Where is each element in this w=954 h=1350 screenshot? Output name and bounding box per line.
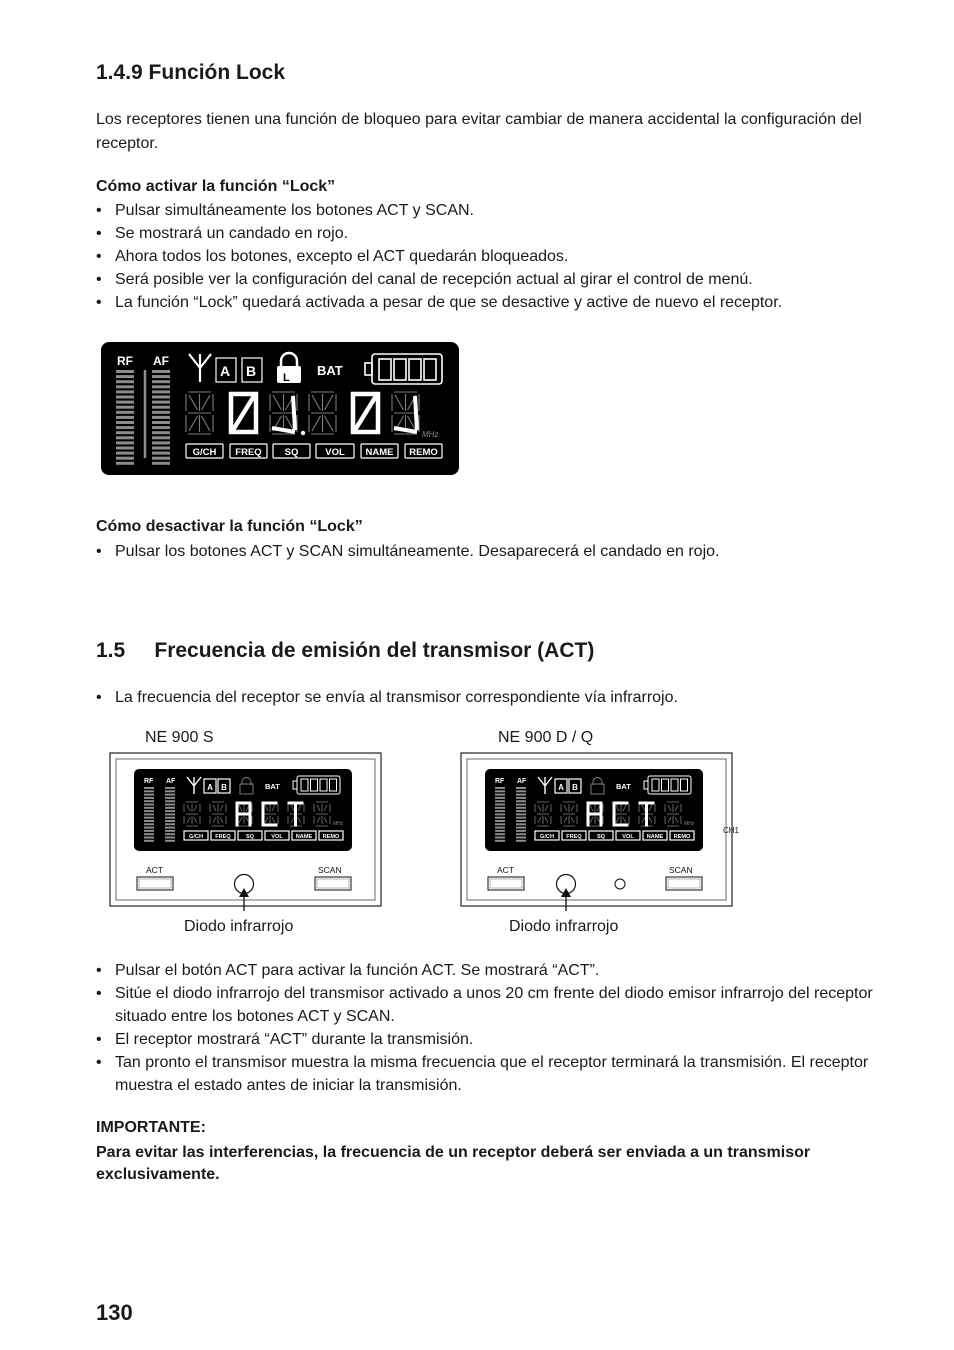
level-bar bbox=[144, 800, 154, 802]
section-title-lock: 1.4.9 Función Lock bbox=[96, 61, 286, 84]
level-bar bbox=[495, 833, 505, 835]
level-bar bbox=[116, 457, 134, 460]
level-bar bbox=[116, 370, 134, 373]
level-bar bbox=[516, 833, 526, 835]
level-bar bbox=[116, 385, 134, 388]
level-bar bbox=[165, 817, 175, 819]
list-item: • Sitúe el diodo infrarrojo del transmisor activado a unos 20 cm frente del diodo emisor infrarrojo del receptor situado entre los botones ACT y SCAN. bbox=[96, 982, 896, 1028]
level-bar bbox=[165, 827, 175, 829]
level-bar bbox=[116, 380, 134, 383]
level-bar bbox=[116, 401, 134, 404]
list-item: • La frecuencia del receptor se envía al transmisor correspondiente vía infrarrojo. bbox=[96, 686, 896, 709]
level-bar bbox=[144, 833, 154, 835]
svg-text:FREQ: FREQ bbox=[235, 447, 262, 458]
svg-text:A: A bbox=[207, 783, 213, 792]
svg-text:B: B bbox=[572, 783, 578, 792]
level-bar bbox=[516, 813, 526, 815]
list-item: • Pulsar los botones ACT y SCAN simultáneamente. Desaparecerá el candado en rojo. bbox=[96, 540, 896, 563]
level-bar bbox=[165, 833, 175, 835]
list-item: • Tan pronto el transmisor muestra la misma frecuencia que el receptor terminará la transmisión. El receptor muestra el estado antes de iniciar la transmisión. bbox=[96, 1051, 875, 1097]
svg-text:FREQ: FREQ bbox=[566, 834, 582, 840]
svg-text:G/CH: G/CH bbox=[540, 834, 554, 840]
level-bar bbox=[495, 790, 505, 792]
svg-text:G/CH: G/CH bbox=[192, 447, 217, 458]
level-bar bbox=[152, 375, 170, 378]
level-bar bbox=[116, 426, 134, 429]
level-bar bbox=[516, 787, 526, 789]
level-bar bbox=[165, 823, 175, 825]
level-bar bbox=[495, 837, 505, 839]
level-bar bbox=[516, 830, 526, 832]
lcd-button-freq bbox=[562, 831, 586, 840]
level-bar bbox=[495, 820, 505, 822]
device-left-label: NE 900 S bbox=[145, 729, 214, 746]
level-bar bbox=[116, 436, 134, 439]
lcd-display-act bbox=[485, 769, 703, 851]
level-bar bbox=[165, 800, 175, 802]
level-bar bbox=[144, 823, 154, 825]
level-bar bbox=[495, 797, 505, 799]
lcd-b-box bbox=[218, 779, 230, 793]
level-bar bbox=[152, 431, 170, 434]
level-bar bbox=[116, 431, 134, 434]
level-bar bbox=[495, 827, 505, 829]
lcd-button-freq bbox=[230, 444, 267, 458]
level-bar bbox=[116, 396, 134, 399]
act-intro-list bbox=[96, 686, 896, 709]
level-bar bbox=[152, 457, 170, 460]
svg-text:NAME: NAME bbox=[295, 834, 313, 840]
svg-text:SQ: SQ bbox=[284, 447, 299, 458]
level-bar bbox=[495, 823, 505, 825]
list-item: • La función “Lock” quedará activada a pesar de que se desactive y active de nuevo el receptor. bbox=[96, 291, 896, 314]
level-bar bbox=[516, 817, 526, 819]
level-bar bbox=[152, 447, 170, 450]
level-bar bbox=[116, 447, 134, 450]
lcd-button-remo bbox=[670, 831, 694, 840]
lcd-button-remo bbox=[405, 444, 442, 458]
svg-text:VOL: VOL bbox=[622, 834, 634, 840]
lcd-button-name bbox=[292, 831, 316, 840]
level-bar bbox=[495, 830, 505, 832]
level-bar bbox=[152, 452, 170, 455]
level-bar bbox=[152, 406, 170, 409]
level-bar bbox=[165, 794, 175, 796]
activate-lock-heading: Cómo activar la función “Lock” bbox=[96, 178, 336, 195]
level-bar bbox=[144, 790, 154, 792]
lcd-unit-label: MHz bbox=[684, 821, 695, 827]
important-text: Para evitar las interferencias, la frecuencia de un receptor deberá ser enviada a un transmisor exclusivamente. bbox=[96, 1144, 811, 1183]
level-bar bbox=[165, 790, 175, 792]
lcd-a-box bbox=[555, 779, 567, 793]
svg-text:FREQ: FREQ bbox=[215, 834, 231, 840]
lcd-display-act bbox=[134, 769, 352, 851]
level-bar bbox=[516, 804, 526, 806]
lcd-a-box bbox=[204, 779, 216, 793]
level-bar bbox=[144, 787, 154, 789]
level-bar bbox=[152, 370, 170, 373]
lcd-display-lock bbox=[100, 340, 462, 478]
deactivate-lock-heading: Cómo desactivar la función “Lock” bbox=[96, 518, 363, 535]
level-bar bbox=[165, 830, 175, 832]
lcd-b-box bbox=[569, 779, 581, 793]
level-bar bbox=[152, 462, 170, 465]
level-bar bbox=[144, 794, 154, 796]
level-bar bbox=[516, 820, 526, 822]
level-bar bbox=[165, 807, 175, 809]
list-item: • Será posible ver la configuración del canal de recepción actual al girar el control de menú. bbox=[96, 268, 896, 291]
diode-caption-left: Diodo infrarrojo bbox=[184, 918, 294, 935]
lcd-button-gch bbox=[535, 831, 559, 840]
level-bar bbox=[116, 375, 134, 378]
level-bar bbox=[516, 827, 526, 829]
level-bar bbox=[116, 462, 134, 465]
level-bar bbox=[152, 390, 170, 393]
lcd-button-vol bbox=[265, 831, 289, 840]
lcd-button-gch bbox=[184, 831, 208, 840]
lcd-rf-label: RF bbox=[144, 778, 154, 785]
list-item: • Se mostrará un candado en rojo. bbox=[96, 222, 896, 245]
deactivate-lock-list bbox=[96, 540, 896, 563]
list-item: • Pulsar el botón ACT para activar la función ACT. Se mostrará “ACT”. bbox=[96, 959, 896, 982]
level-bar bbox=[116, 411, 134, 414]
level-bar bbox=[516, 797, 526, 799]
level-bar bbox=[165, 810, 175, 812]
level-bar bbox=[495, 787, 505, 789]
svg-text:B: B bbox=[221, 783, 227, 792]
level-bar bbox=[144, 837, 154, 839]
level-bar bbox=[144, 813, 154, 815]
lcd-b-label: B bbox=[246, 363, 257, 379]
lcd-button-sq bbox=[238, 831, 262, 840]
act-steps-list bbox=[96, 959, 896, 1097]
level-bar bbox=[152, 426, 170, 429]
level-bar bbox=[516, 800, 526, 802]
level-bar bbox=[144, 827, 154, 829]
svg-text:SQ: SQ bbox=[596, 834, 606, 840]
level-bar bbox=[152, 396, 170, 399]
lcd-button-freq bbox=[211, 831, 235, 840]
level-bar bbox=[116, 416, 134, 419]
activate-lock-list bbox=[96, 199, 896, 314]
level-bar bbox=[116, 406, 134, 409]
level-bar bbox=[165, 840, 175, 842]
level-bar bbox=[116, 421, 134, 424]
lcd-bat-label: BAT bbox=[265, 782, 280, 791]
level-bar bbox=[152, 421, 170, 424]
ch1-label: CH1 bbox=[723, 826, 740, 835]
list-item: • Ahora todos los botones, excepto el ACT quedarán bloqueados. bbox=[96, 245, 896, 268]
lcd-af-label: AF bbox=[517, 778, 527, 785]
lcd-rf-label: RF bbox=[117, 354, 133, 368]
level-bar bbox=[495, 800, 505, 802]
level-bar bbox=[516, 823, 526, 825]
level-bar bbox=[144, 840, 154, 842]
level-bar bbox=[516, 837, 526, 839]
svg-text:VOL: VOL bbox=[271, 834, 283, 840]
level-bar bbox=[152, 436, 170, 439]
level-bar bbox=[152, 385, 170, 388]
act-button-label: ACT bbox=[146, 865, 163, 875]
lcd-button-sq bbox=[273, 444, 310, 458]
level-bar bbox=[516, 790, 526, 792]
level-bar bbox=[144, 807, 154, 809]
level-bar bbox=[516, 807, 526, 809]
level-bar bbox=[116, 441, 134, 444]
lcd-button-sq bbox=[589, 831, 613, 840]
lcd-button-vol bbox=[316, 444, 354, 458]
level-bar bbox=[165, 820, 175, 822]
level-bar bbox=[516, 794, 526, 796]
svg-text:SQ: SQ bbox=[245, 834, 255, 840]
act-button-label: ACT bbox=[497, 865, 514, 875]
level-bar bbox=[495, 804, 505, 806]
list-item: • El receptor mostrará “ACT” durante la transmisión. bbox=[96, 1028, 896, 1051]
level-bar bbox=[144, 810, 154, 812]
lcd-button-remo bbox=[319, 831, 343, 840]
level-bar bbox=[144, 820, 154, 822]
lock-intro-paragraph: Los receptores tienen una función de bloqueo para evitar cambiar de manera accidental la configuración del receptor. bbox=[96, 111, 862, 152]
svg-text:REMO: REMO bbox=[673, 834, 691, 840]
level-bar bbox=[495, 807, 505, 809]
level-bar bbox=[495, 817, 505, 819]
lcd-digit-seg-lit bbox=[415, 396, 417, 430]
decimal-point bbox=[301, 431, 305, 435]
lcd-digit-seg-lit bbox=[293, 396, 295, 430]
lcd-unit-label: MHz bbox=[333, 821, 344, 827]
level-bar bbox=[116, 390, 134, 393]
lcd-button-gch bbox=[186, 444, 223, 458]
level-bar bbox=[516, 810, 526, 812]
level-bar bbox=[144, 817, 154, 819]
scan-button-label: SCAN bbox=[318, 865, 342, 875]
svg-text:REMO: REMO bbox=[322, 834, 340, 840]
lcd-a-label: A bbox=[220, 363, 231, 379]
level-bar bbox=[144, 804, 154, 806]
lock-letter: L bbox=[283, 372, 290, 384]
channel-led bbox=[615, 879, 625, 889]
lcd-unit-label: MHz bbox=[422, 430, 439, 439]
important-label: IMPORTANTE: bbox=[96, 1119, 206, 1136]
device-ne900dq-figure bbox=[459, 751, 740, 911]
lcd-button-name bbox=[361, 444, 398, 458]
svg-text:NAME: NAME bbox=[365, 447, 394, 458]
level-bar bbox=[116, 452, 134, 455]
svg-text:A: A bbox=[558, 783, 564, 792]
level-bar bbox=[152, 380, 170, 383]
diode-caption-right: Diodo infrarrojo bbox=[509, 918, 619, 935]
lcd-button-vol bbox=[616, 831, 640, 840]
level-bar bbox=[495, 794, 505, 796]
lcd-bat-label: BAT bbox=[317, 363, 343, 378]
svg-text:NAME: NAME bbox=[646, 834, 664, 840]
lcd-rf-label: RF bbox=[495, 778, 505, 785]
level-bar bbox=[495, 840, 505, 842]
level-bar bbox=[165, 813, 175, 815]
level-bar bbox=[152, 411, 170, 414]
level-bar bbox=[165, 837, 175, 839]
lcd-af-label: AF bbox=[166, 778, 176, 785]
level-bar bbox=[495, 810, 505, 812]
level-bar bbox=[152, 401, 170, 404]
page-number: 130 bbox=[96, 1300, 133, 1325]
scan-button-label: SCAN bbox=[669, 865, 693, 875]
device-ne900s-figure bbox=[108, 751, 384, 911]
level-bar bbox=[516, 840, 526, 842]
svg-text:G/CH: G/CH bbox=[189, 834, 203, 840]
level-bar bbox=[495, 813, 505, 815]
lcd-af-label: AF bbox=[153, 354, 169, 368]
level-bar bbox=[152, 441, 170, 444]
list-item: • Pulsar simultáneamente los botones ACT y SCAN. bbox=[96, 199, 896, 222]
lcd-bat-label: BAT bbox=[616, 782, 631, 791]
level-bar bbox=[165, 797, 175, 799]
level-bar bbox=[165, 804, 175, 806]
level-bar bbox=[165, 787, 175, 789]
device-right-label: NE 900 D / Q bbox=[498, 729, 594, 746]
lcd-button-name bbox=[643, 831, 667, 840]
level-bar bbox=[144, 797, 154, 799]
svg-text:REMO: REMO bbox=[409, 447, 438, 458]
level-bar bbox=[152, 416, 170, 419]
svg-text:VOL: VOL bbox=[325, 447, 345, 458]
level-bar bbox=[144, 830, 154, 832]
section-title-act: 1.5 Frecuencia de emisión del transmisor (ACT) bbox=[96, 639, 595, 662]
